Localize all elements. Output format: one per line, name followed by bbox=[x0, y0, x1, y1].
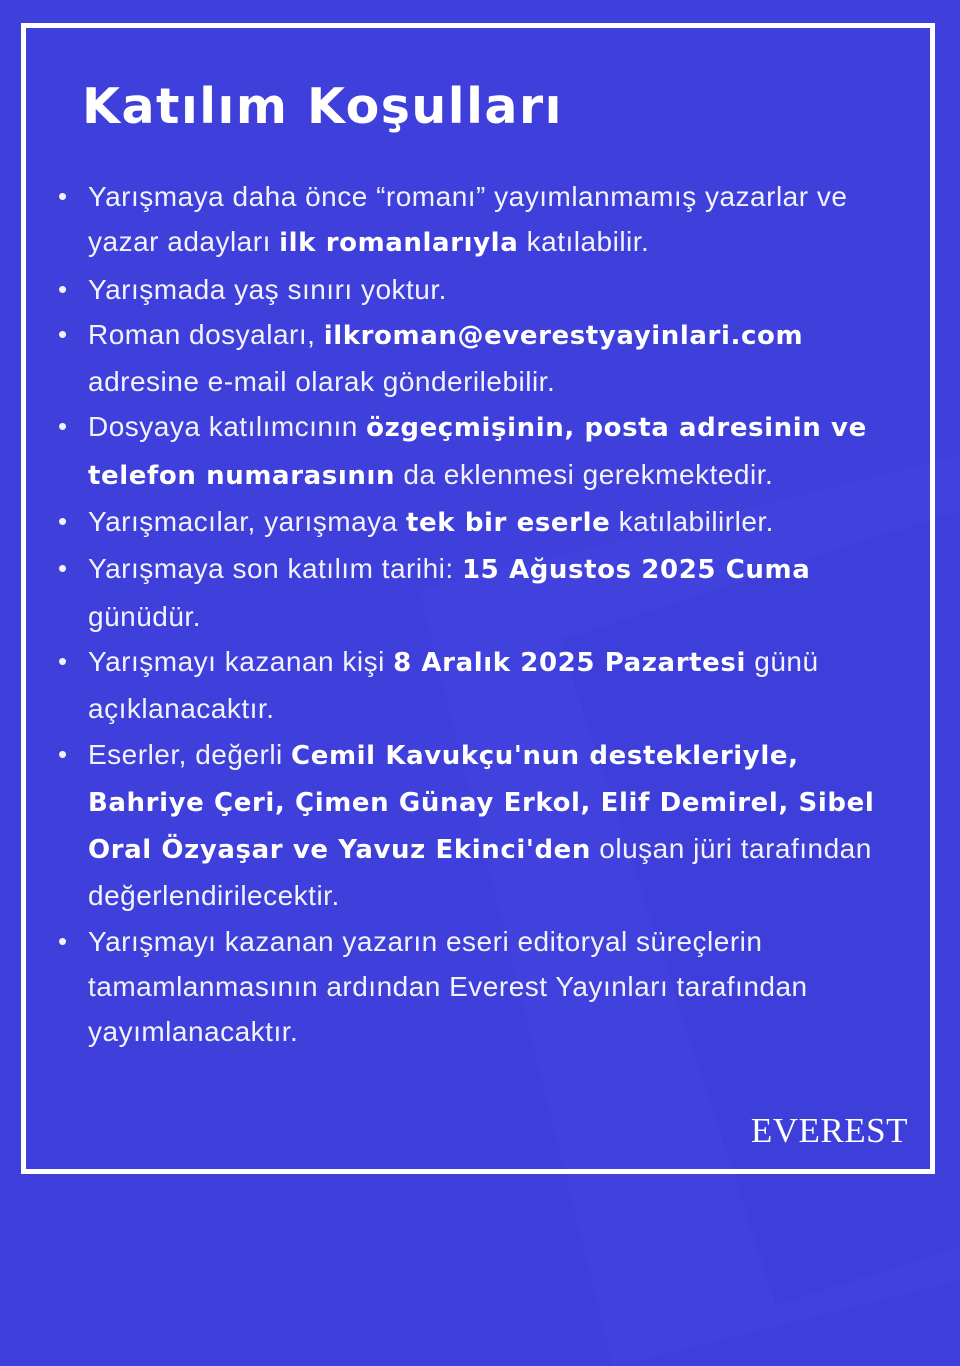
bullet-icon: • bbox=[58, 411, 68, 442]
rule-item bbox=[56, 732, 886, 919]
rule-text: katılabilirler. bbox=[610, 506, 774, 538]
rule-text-bold: ilkroman@everestyayinlari.com bbox=[323, 320, 804, 351]
bullet-icon: • bbox=[58, 506, 68, 537]
rule-text-bold: ilk romanlarıyla bbox=[279, 228, 519, 259]
rule-text: Yarışmayı kazanan kişi bbox=[88, 645, 394, 677]
rule-text: Yarışmaya son katılım tarihi: bbox=[88, 553, 462, 585]
rule-text: Yarışmayı kazanan yazarın eseri editoryal süreçlerin tamamlanmasının ardından Everest Yayınları tarafından yayımlanacaktır. bbox=[88, 925, 808, 1048]
rule-text: Eserler, değerli bbox=[88, 738, 292, 770]
bullet-icon: • bbox=[58, 738, 68, 769]
page-title: Katılım Koşulları bbox=[82, 78, 563, 135]
rule-item bbox=[56, 639, 886, 732]
rule-item bbox=[56, 546, 886, 639]
rule-item bbox=[56, 499, 886, 546]
bullet-icon: • bbox=[58, 318, 68, 349]
rule-text-bold: Cemil Kavukçu'nun destekleriyle, Bahriye Çeri, Çimen Günay Erkol, Elif Demirel, Sibel Oral Özyaşar ve Yavuz Ekinci'den bbox=[88, 740, 875, 866]
rule-text: Yarışmada yaş sınırı yoktur. bbox=[88, 273, 447, 305]
rule-item bbox=[56, 312, 886, 405]
rules-list bbox=[56, 174, 886, 1055]
rule-text-bold: tek bir eserle bbox=[406, 508, 611, 539]
rule-text: da eklenmesi gerekmektedir. bbox=[395, 458, 774, 490]
rule-text: oluşan jüri tarafından değerlendirilecektir. bbox=[88, 833, 872, 912]
brand-logo: EVEREST bbox=[750, 1111, 908, 1150]
bullet-icon: • bbox=[58, 273, 68, 304]
rule-text: adresine e-mail olarak gönderilebilir. bbox=[88, 366, 556, 398]
rule-item bbox=[56, 919, 886, 1055]
rule-text: günü açıklanacaktır. bbox=[88, 645, 819, 725]
rule-text: katılabilir. bbox=[518, 226, 650, 258]
rule-item bbox=[56, 404, 886, 499]
bullet-icon: • bbox=[58, 553, 68, 584]
rule-text-bold: 15 Ağustos 2025 Cuma bbox=[461, 555, 811, 586]
rule-text-bold: 8 Aralık 2025 Pazartesi bbox=[393, 647, 746, 678]
rule-text: günüdür. bbox=[88, 600, 201, 632]
rule-item bbox=[56, 174, 886, 267]
rule-text-bold: özgeçmişinin, posta adresinin ve telefon numarasının bbox=[88, 413, 867, 491]
rule-text: Yarışmacılar, yarışmaya bbox=[88, 506, 407, 538]
bullet-icon: • bbox=[58, 645, 68, 676]
rule-text: Dosyaya katılımcının bbox=[88, 411, 367, 443]
rule-item bbox=[56, 267, 886, 312]
bullet-icon: • bbox=[58, 181, 68, 211]
rule-text: Roman dosyaları, bbox=[88, 318, 324, 350]
bullet-icon: • bbox=[58, 925, 68, 956]
rule-text: Yarışmaya daha önce “romanı” yayımlanmamış yazarlar ve yazar adayları bbox=[88, 181, 848, 258]
